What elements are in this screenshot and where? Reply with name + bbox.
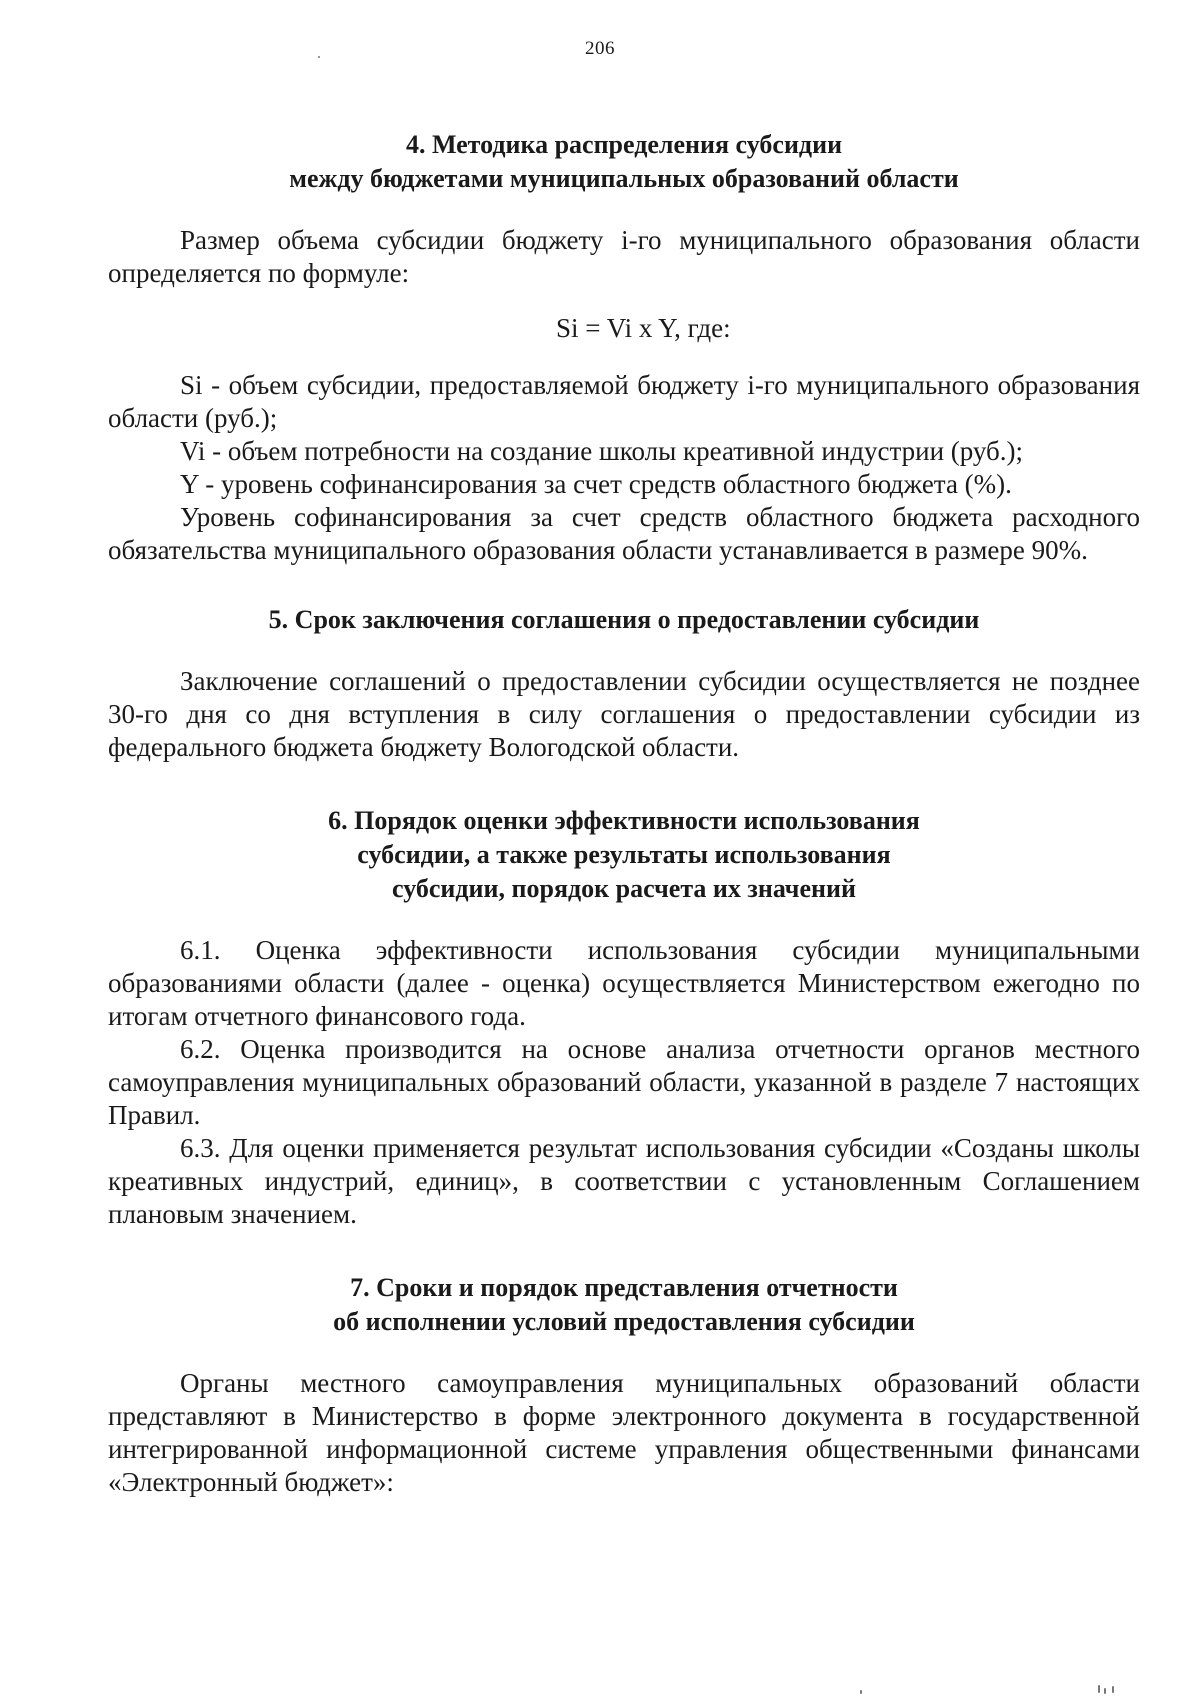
section-6-title-line-3: субсидии, порядок расчета их значений [392, 874, 856, 903]
paragraph-6-3: 6.3. Для оценки применяется результат использования субсидии «Созданы школы креативных индустрий, единиц», в соответствии с установленным Соглашением плановым значением. [108, 1133, 1140, 1229]
cofinancing-level: Уровень софинансирования за счет средств областного бюджета расходного обязательства муниципального образования области устанавливается в размере 90%. [108, 502, 1140, 565]
definition-si: Si - объем субсидии, предоставляемой бюджету i-го муниципального образования области (руб.); [108, 370, 1140, 433]
scan-speck [1112, 1686, 1114, 1693]
section-7-text: Органы местного самоуправления муниципальных образований области представляют в Министерство в форме электронного документа в государственной интегрированной информационной системе управления общественными финансами «Электронный бюджет»: [108, 1368, 1140, 1497]
section-6-title-line-2: субсидии, а также результаты использования [357, 840, 891, 869]
section-7-title-line-1: 7. Сроки и порядок представления отчетности [350, 1273, 898, 1302]
section-4-title-line-2: между бюджетами муниципальных образований области [289, 164, 959, 193]
section-4-intro: Размер объема субсидии бюджету i-го муниципального образования области определяется по формуле: [108, 225, 1140, 288]
section-4-title-line-1: 4. Методика распределения субсидии [405, 130, 843, 159]
page-number: 206 [585, 38, 615, 59]
section-7-title-line-2: об исполнении условий предоставления субсидии [333, 1307, 915, 1336]
section-5-title [108, 603, 1140, 637]
formula: Si = Vi x Y, где: [556, 313, 731, 343]
section-5-text: Заключение соглашений о предоставлении субсидии осуществляется не позднее 30-го дня со дня вступления в силу соглашения о предоставлении субсидии из федерального бюджета бюджету Вологодской области. [108, 666, 1140, 762]
definition-vi: Vi - объем потребности на создание школы креативной индустрии (руб.); [180, 436, 1024, 466]
section-4-title [108, 128, 1140, 196]
section-7-title [108, 1271, 1140, 1339]
scan-speck [1098, 1685, 1100, 1693]
section-6-title [108, 804, 1140, 906]
scan-speck [1104, 1688, 1106, 1694]
definition-y: Y - уровень софинансирования за счет средств областного бюджета (%). [180, 469, 1012, 499]
section-6-title-line-1: 6. Порядок оценки эффективности использования [328, 806, 920, 835]
paragraph-6-2: 6.2. Оценка производится на основе анализа отчетности органов местного самоуправления муниципальных образований области, указанной в разделе 7 настоящих Правил. [108, 1034, 1140, 1130]
document-body [108, 128, 1140, 1499]
paragraph-6-1: 6.1. Оценка эффективности использования субсидии муниципальными образованиями области (далее - оценка) осуществляется Министерством ежегодно по итогам отчетного финансового года. [108, 935, 1140, 1031]
section-5-title-line-1: 5. Срок заключения соглашения о предоставлении субсидии [268, 605, 980, 634]
scan-speck [860, 1690, 862, 1694]
scan-speck [318, 56, 320, 58]
